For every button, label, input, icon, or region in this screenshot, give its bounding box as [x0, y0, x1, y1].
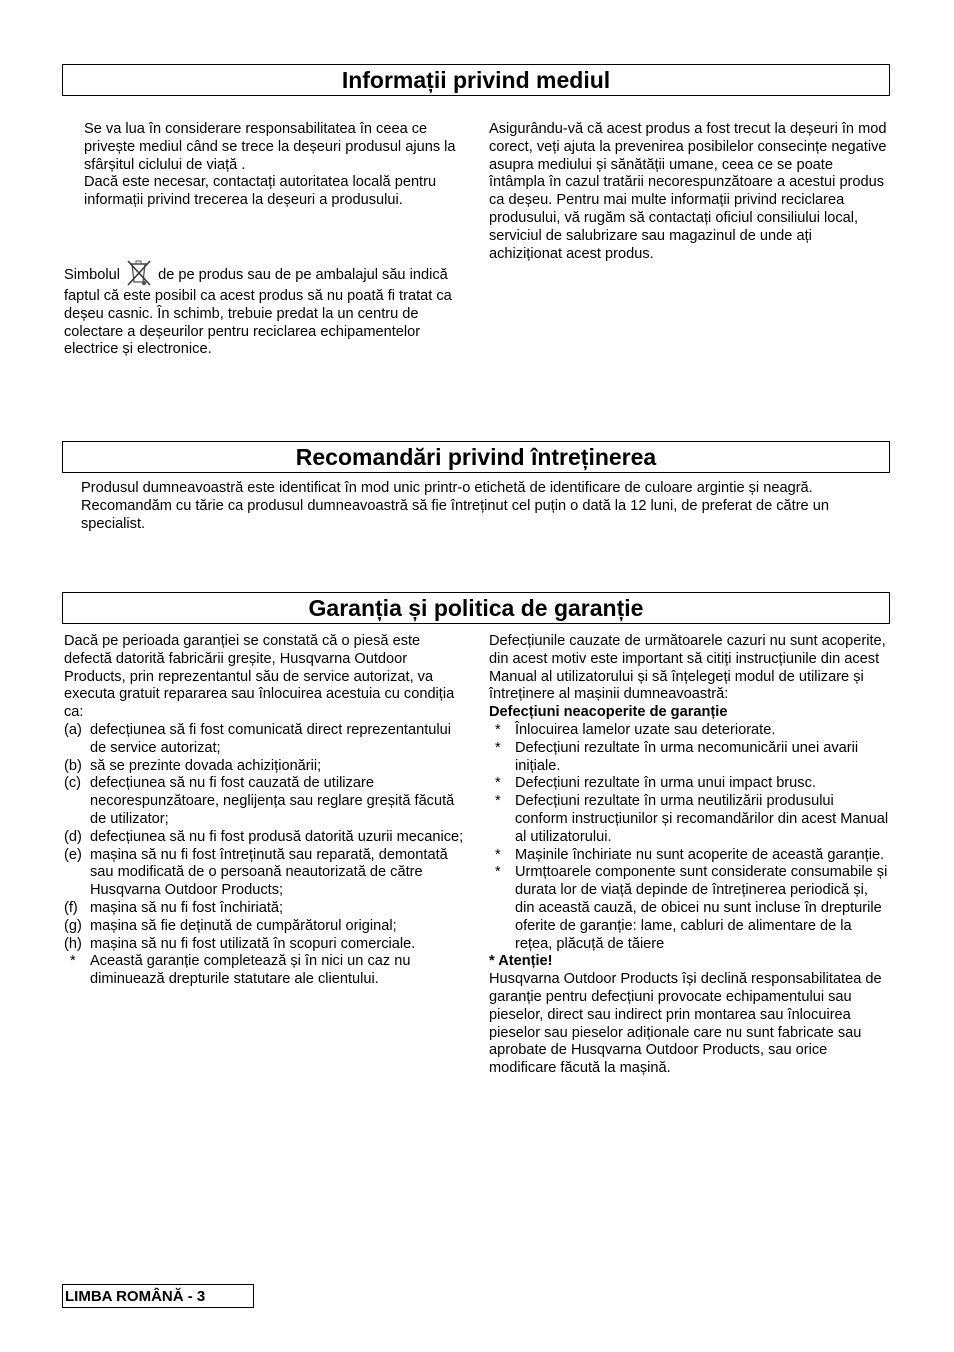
- maintenance-paragraph-1: Produsul dumneavoastră este identificat în mod unic printr-o etichetă de identificare de culoare argintie și neagră.: [81, 480, 813, 496]
- list-item-text: Mașinile închiriate nu sunt acoperite de această garanție.: [515, 846, 885, 863]
- list-item-label: (c): [64, 775, 82, 792]
- list-item-label: *: [495, 864, 501, 881]
- list-item-text: Defecțiuni rezultate în urma unui impact brusc.: [515, 775, 816, 792]
- list-item-label: (h): [64, 935, 82, 952]
- list-item: [489, 740, 889, 776]
- list-item-label: *: [70, 953, 76, 970]
- warranty-left-column: [64, 633, 466, 989]
- list-item-text: mașina să nu fi fost închiriată;: [90, 899, 284, 916]
- list-item-text: defecțiunea să nu fi fost produsă datorită uzurii mecanice;: [90, 828, 464, 845]
- maintenance-paragraph-2: Recomandăm cu tărie ca produsul dumneavoastră să fie întreținut cel puțin o dată la 12 luni, de preferat de către un specialist.: [81, 497, 829, 532]
- list-item-text: Defecțiuni rezultate în urma necomunicării unei avarii inițiale.: [515, 739, 859, 774]
- attention-heading: * Atenție!: [489, 953, 553, 970]
- crossed-out-wheelie-bin-icon: [124, 258, 154, 288]
- list-item: [64, 847, 466, 900]
- list-item: [64, 829, 466, 847]
- list-item-text: mașina să nu fi fost întreținută sau reparată, demontată sau modificată de o persoană neautorizată de către Husqvarna Outdoor Products;: [90, 846, 448, 899]
- env-left-paragraph-1: Se va lua în considerare responsabilitatea în ceea ce privește mediul când se trece la deșeuri produsul ajuns la sfârșitul ciclului de viață .: [84, 121, 456, 173]
- list-item: [489, 775, 889, 793]
- not-covered-list: [489, 722, 889, 953]
- list-item-text: mașina să fie deținută de cumpărătorul original;: [90, 917, 397, 934]
- list-item: [64, 936, 466, 954]
- env-left-paragraph-2: Dacă este necesar, contactați autoritatea locală pentru informații privind trecerea la deșeuri a produsului.: [84, 174, 437, 209]
- list-item: [64, 900, 466, 918]
- warranty-right-column: [489, 633, 889, 1078]
- list-item: [489, 722, 889, 740]
- list-item: [489, 864, 889, 953]
- list-item-text: să se prezinte dovada achiziționării;: [90, 757, 322, 774]
- list-item-label: (e): [64, 846, 82, 863]
- list-item-text: Înlocuirea lamelor uzate sau deteriorate.: [515, 721, 776, 738]
- list-item-text: Această garanție completează și în nici un caz nu diminuează drepturile statutare ale clientului.: [90, 953, 411, 988]
- list-item: [489, 847, 889, 865]
- maintenance-section-title: Recomandări privind întreținerea: [62, 441, 890, 473]
- list-item-label: *: [495, 846, 501, 863]
- exclusions-intro: Defecțiunile cauzate de următoarele cazuri nu sunt acoperite, din acest motiv este important să citiți instrucțiunile din acest Manual al utilizatorului și să înțelegeți modul de utilizare și întreținere al mașinii dumneavoastră:: [489, 633, 886, 703]
- env-section-title: Informații privind mediul: [62, 64, 890, 96]
- page-footer-label: LIMBA ROMÂNĂ - 3: [62, 1284, 254, 1308]
- list-item: [64, 918, 466, 936]
- list-item-label: *: [495, 721, 501, 738]
- list-item-label: (f): [64, 899, 78, 916]
- list-item-label: *: [495, 739, 501, 756]
- list-item: [64, 775, 466, 828]
- env-right-paragraph: Asigurându-vă că acest produs a fost trecut la deșeuri în mod corect, veți ajuta la prevenirea posibilelor consecințe negative asupra mediului și sănătății umane, ceea ce se poate întâmpla în cazul tratării necorespunzătoare a acestui produs ca deșeu. Pentru mai multe informații privind reciclarea produsului, vă rugăm să contactați oficiul consiliului local, serviciul de salubrizare sau magazinul de unde ați achiziționat acest produs.: [489, 121, 887, 262]
- maintenance-text: [81, 480, 881, 533]
- list-item-text: Urmțtoarele componente sunt considerate consumabile și durata lor de viață depinde de întreținerea periodică și, din această cauză, de obicei nu sunt incluse în drepturile oferite de garanție: lame, cabluri de alimentare de la rețea, plăcuță de tăiere: [515, 864, 888, 952]
- list-item-text: Defecțiuni rezultate în urma neutilizării produsului conform instrucțiunilor și recomandărilor din acest Manual al utilizatorului.: [515, 793, 889, 845]
- list-item-label: (g): [64, 917, 82, 934]
- list-item-label: (b): [64, 757, 82, 774]
- warranty-section-title: Garanția și politica de garanție: [62, 592, 890, 624]
- list-item-label: (a): [64, 721, 82, 738]
- env-left-top: [84, 121, 464, 210]
- list-item-text: defecțiunea să fi fost comunicată direct reprezentantului de service autorizat;: [90, 721, 451, 756]
- list-item-text: defecțiunea să nu fi fost cauzată de utilizare necorespunzătoare, neglijența sau reglare greșită făcută de utilizator;: [90, 775, 455, 827]
- symbol-after-text: de pe produs sau de pe ambalajul său indică faptul că este posibil ca acest produs să nu poată fi tratat ca deșeu casnic. În schimb, trebuie predat la un centru de colectare a deșeurilor pentru reciclarea echipamentelor electrice și electronice.: [64, 267, 452, 358]
- not-covered-heading: Defecțiuni neacoperite de garanție: [489, 704, 728, 721]
- list-item: [489, 793, 889, 846]
- list-item-label: *: [495, 793, 501, 810]
- warranty-conditions-list: [64, 722, 466, 989]
- list-item: [64, 953, 466, 989]
- list-item: [64, 758, 466, 776]
- list-item-label: *: [495, 775, 501, 792]
- attention-text: Husqvarna Outdoor Products își declină responsabilitatea de garanție pentru defecțiuni provocate echipamentului sau pieselor, direct sau indirect prin montarea sau înlocuirea pieselor sau pieselor adiționale care nu sunt fabricate sau aprobate de Husqvarna Outdoor Products, sau orice modificare făcută la mașină.: [489, 971, 882, 1077]
- list-item: [64, 722, 466, 758]
- warranty-intro: Dacă pe perioada garanției se constată că o piesă este defectă datorită fabricării greșite, Husqvarna Outdoor Products, prin reprezentantul său de service autorizat, va executa gratuit repararea sau înlocuirea acestuia cu condiția ca:: [64, 633, 455, 721]
- list-item-label: (d): [64, 828, 82, 845]
- symbol-before-text: Simbolul: [64, 267, 120, 283]
- env-right-column: [489, 121, 887, 263]
- env-symbol-paragraph: [64, 258, 466, 359]
- list-item-text: mașina să nu fi fost utilizată în scopuri comerciale.: [90, 935, 416, 952]
